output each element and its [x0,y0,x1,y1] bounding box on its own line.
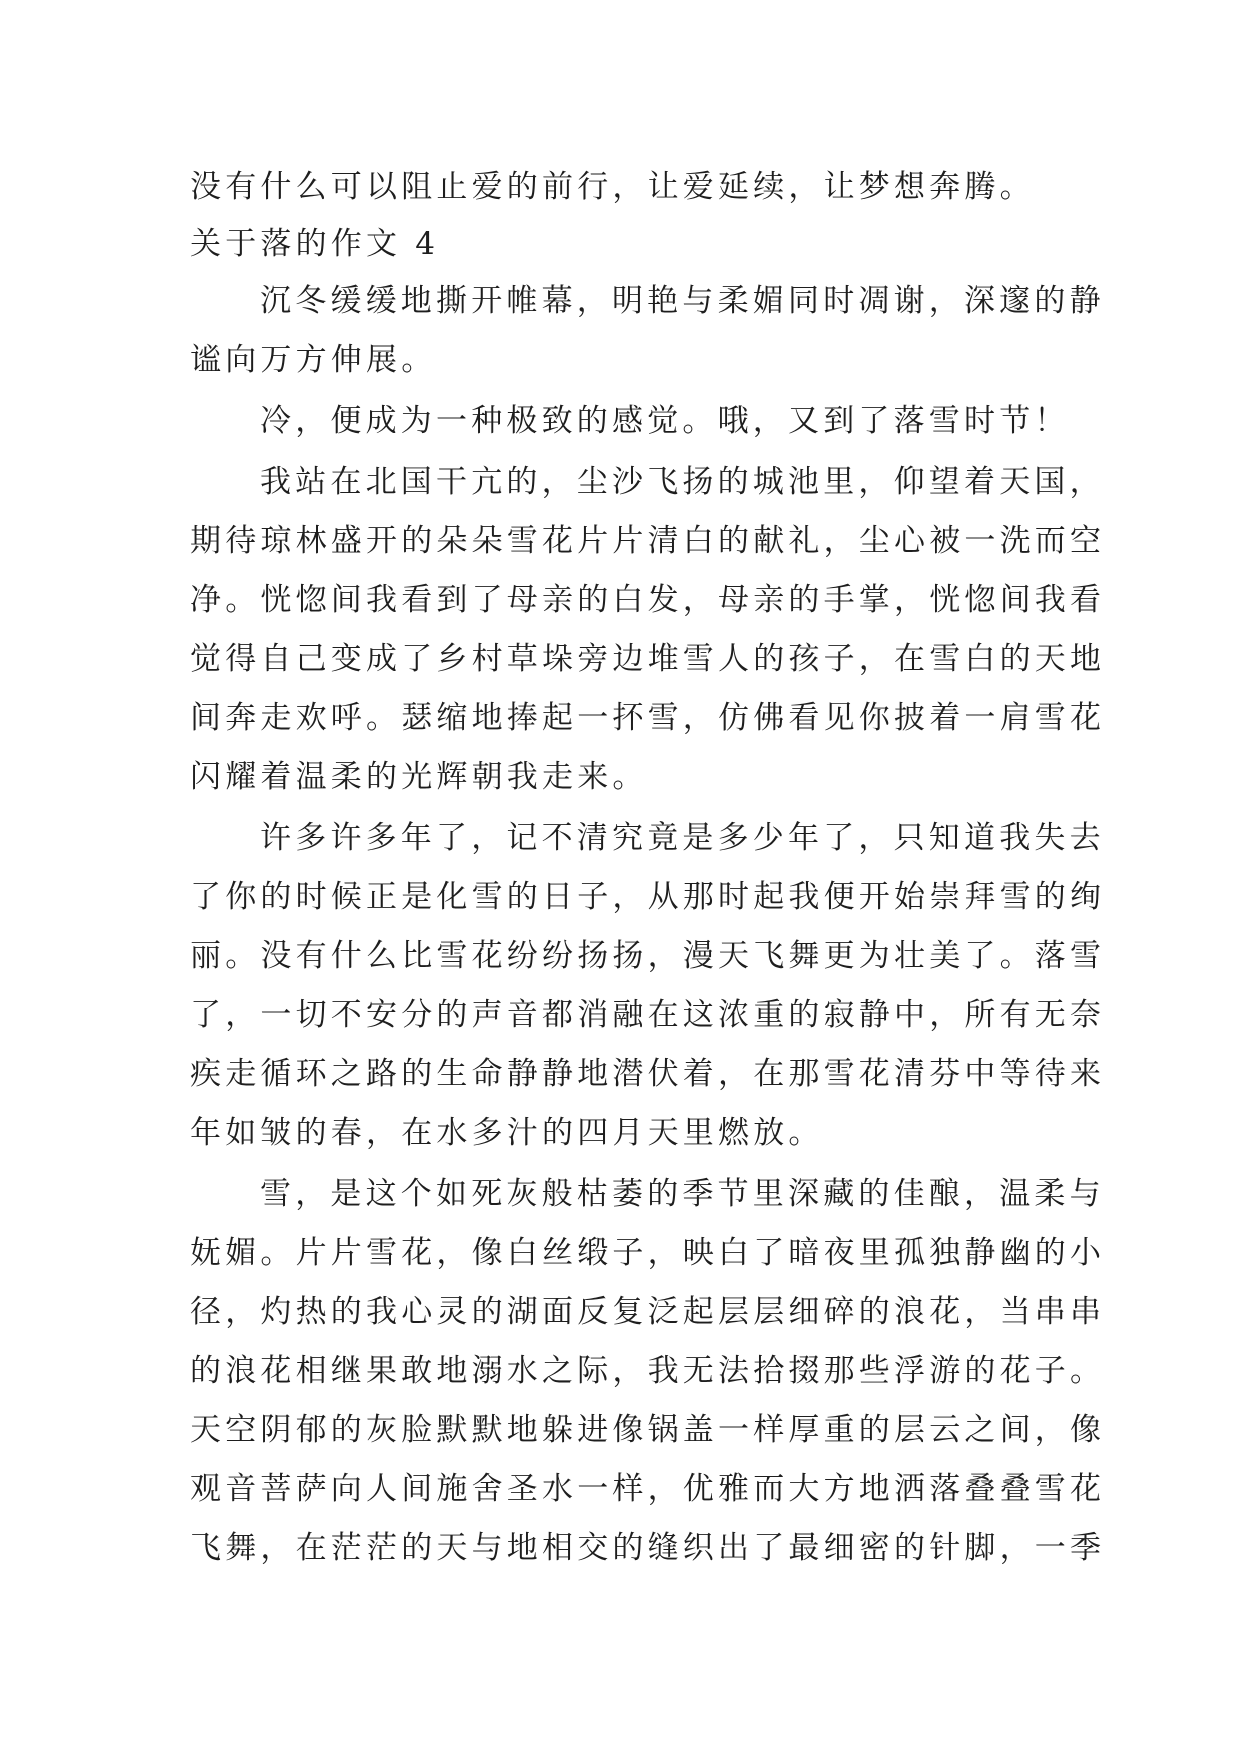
paragraph-line: 谧向万方伸展。 [190,342,437,378]
paragraph-line: 了你的时候正是化雪的日子，从那时起我便开始崇拜雪的绚 [190,879,1106,915]
paragraph-line: 观音菩萨向人间施舍圣水一样，优雅而大方地洒落叠叠雪花 [190,1471,1106,1507]
paragraph-line: 疾走循环之路的生命静静地潜伏着，在那雪花清芬中等待来 [190,1056,1106,1092]
section-title: 关于落的作文 4 [190,226,440,262]
document-body [190,158,1106,1580]
paragraph-line: 了，一切不安分的声音都消融在这浓重的寂静中，所有无奈 [190,997,1106,1033]
paragraph-3 [190,453,1106,807]
paragraph-line: 的浪花相继果敢地溺水之际，我无法拾掇那些浮游的花子。 [190,1353,1106,1389]
paragraph-line: 雪，是这个如死灰般枯萎的季节里深藏的佳酿，温柔与 [260,1176,1105,1212]
paragraph-line: 闪耀着温柔的光辉朝我走来。 [190,759,648,795]
paragraph-line: 觉得自己变成了乡村草垛旁边堆雪人的孩子，在雪白的天地 [190,641,1106,677]
paragraph-line: 期待琼林盛开的朵朵雪花片片清白的献礼，尘心被一洗而空 [190,523,1106,559]
paragraph-line: 沉冬缓缓地撕开帷幕，明艳与柔媚同时凋谢，深邃的静 [260,283,1105,319]
paragraph-1 [190,272,1105,390]
paragraph-line: 妩媚。片片雪花，像白丝缎子，映白了暗夜里孤独静幽的小 [190,1235,1106,1271]
paragraph-4 [190,809,1106,1163]
lead-line: 没有什么可以阻止爱的前行，让爱延续，让梦想奔腾。 [190,169,1035,205]
paragraph-2 [190,392,1070,451]
paragraph-line: 许多许多年了，记不清究竟是多少年了，只知道我失去 [260,820,1105,856]
paragraph-line: 净。恍惚间我看到了母亲的白发，母亲的手掌，恍惚间我看 [190,582,1106,618]
paragraph-line: 冷，便成为一种极致的感觉。哦，又到了落雪时节！ [260,403,1070,439]
paragraph-line: 年如皱的春，在水多汁的四月天里燃放。 [190,1115,824,1151]
paragraph-line: 我站在北国干亢的，尘沙飞扬的城池里，仰望着天国， [260,464,1105,500]
paragraph-line: 飞舞，在茫茫的天与地相交的缝织出了最细密的针脚，一季 [190,1530,1106,1566]
paragraph-line: 天空阴郁的灰脸默默地躲进像锅盖一样厚重的层云之间，像 [190,1412,1106,1448]
paragraph-line: 丽。没有什么比雪花纷纷扬扬，漫天飞舞更为壮美了。落雪 [190,938,1106,974]
paragraph-line: 间奔走欢呼。瑟缩地捧起一抔雪，仿佛看见你披着一肩雪花 [190,700,1106,736]
paragraph-line: 径，灼热的我心灵的湖面反复泛起层层细碎的浪花，当串串 [190,1294,1106,1330]
paragraph-5 [190,1165,1106,1578]
